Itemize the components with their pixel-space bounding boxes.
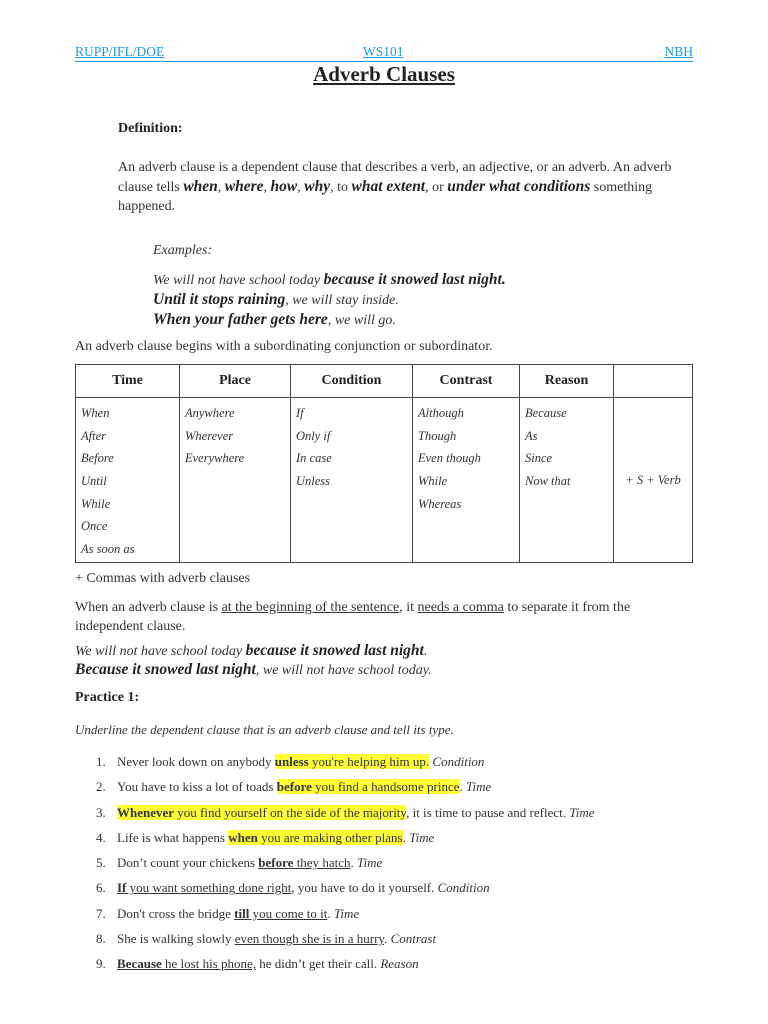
page-title: Adverb Clauses (313, 62, 455, 86)
examples-heading: Examples: (153, 243, 213, 258)
practice-item-9: 9. Because he lost his phone, he didn’t get their call. Reason (96, 956, 419, 972)
table-header-time: Time (76, 365, 180, 398)
list-item: Unless (296, 474, 331, 489)
practice-item-3: 3. Whenever you find yourself on the side of the majority, it is time to pause and reflect. Time (96, 804, 595, 820)
page-header (75, 43, 693, 62)
table-header-row (76, 365, 693, 398)
list-item: As soon as (81, 542, 135, 557)
subordinator-intro: An adverb clause begins with a subordinating conjunction or subordinator. (75, 339, 493, 354)
practice-item-4: 4. Life is what happens when you are making other plans. Time (96, 829, 435, 845)
table-header-blank (614, 365, 693, 398)
condition-column (291, 398, 413, 563)
list-item: Whereas (418, 496, 462, 511)
practice-item-8: 8. She is walking slowly even though she is in a hurry. Contrast (96, 931, 437, 947)
list-item: In case (296, 451, 332, 466)
subordinator-table (75, 364, 693, 563)
list-item: Only if (296, 428, 331, 443)
comma-example-2: Because it snowed last night, we will not have school today. (75, 661, 432, 678)
list-item: Once (81, 519, 108, 534)
list-item: While (81, 496, 111, 511)
table-header-place: Place (180, 365, 291, 398)
list-item: Now that (525, 474, 571, 489)
list-item: When (81, 406, 110, 420)
practice-item-6: 6. If you want something done right, you have to do it yourself. Condition (96, 880, 490, 896)
place-column (180, 398, 291, 563)
practice-item-5: 5. Don’t count your chickens before they hatch. Time (96, 855, 383, 871)
list-item: Though (418, 428, 457, 443)
definition-heading: Definition: (118, 121, 183, 136)
list-item: Everywhere (185, 451, 245, 466)
example-sentence-1: We will not have school today because it snowed last night. (153, 271, 506, 288)
list-item: After (81, 428, 106, 443)
list-item: Even though (418, 451, 481, 466)
list-item: Anywhere (185, 406, 235, 420)
comma-example-1: We will not have school today because it snowed last night. (75, 642, 428, 659)
example-sentence-3: When your father gets here, we will go. (153, 311, 396, 328)
practice-item-7: 7. Don't cross the bridge till you come to it. Time (96, 905, 360, 921)
header-right[interactable]: NBH (664, 44, 693, 59)
list-item: As (525, 428, 538, 443)
table-row (76, 398, 693, 563)
list-item: Until (81, 474, 107, 489)
list-item: Before (81, 451, 114, 466)
formula-cell: + S + Verb (614, 398, 693, 563)
practice-instruction: Underline the dependent clause that is an adverb clause and tell its type. (75, 722, 454, 737)
header-left[interactable]: RUPP/IFL/DOE (75, 44, 165, 59)
contrast-column (413, 398, 520, 563)
practice-item-1: 1. Never look down on anybody unless you're helping him up. Condition (96, 754, 485, 769)
list-item: Since (525, 451, 553, 466)
list-item: Because (525, 406, 567, 420)
list-item: Wherever (185, 428, 234, 443)
header-center[interactable]: WS101 (363, 44, 404, 59)
reason-column (520, 398, 614, 563)
commas-heading: + Commas with adverb clauses (75, 571, 251, 586)
table-header-contrast: Contrast (413, 365, 520, 398)
list-item: If (296, 406, 304, 420)
definition-text: An adverb clause is a dependent clause that describes a verb, an adjective, or an adverb. An adverb clause tells when, where, how, why, to what extent, or under what conditions something happened. (118, 160, 672, 214)
table-header-condition: Condition (291, 365, 413, 398)
list-item: While (418, 474, 448, 489)
list-item: Although (418, 406, 464, 420)
practice-list (75, 752, 595, 980)
example-sentence-2: Until it stops raining, we will stay inside. (153, 291, 399, 308)
commas-rule-text: When an adverb clause is at the beginning of the sentence, it needs a comma to separate it from the independent clause. (75, 600, 631, 634)
practice-item-2: 2. You have to kiss a lot of toads before you find a handsome prince. Time (96, 779, 492, 795)
table-header-reason: Reason (520, 365, 614, 398)
time-column (76, 398, 180, 563)
practice-heading: Practice 1: (75, 690, 140, 705)
